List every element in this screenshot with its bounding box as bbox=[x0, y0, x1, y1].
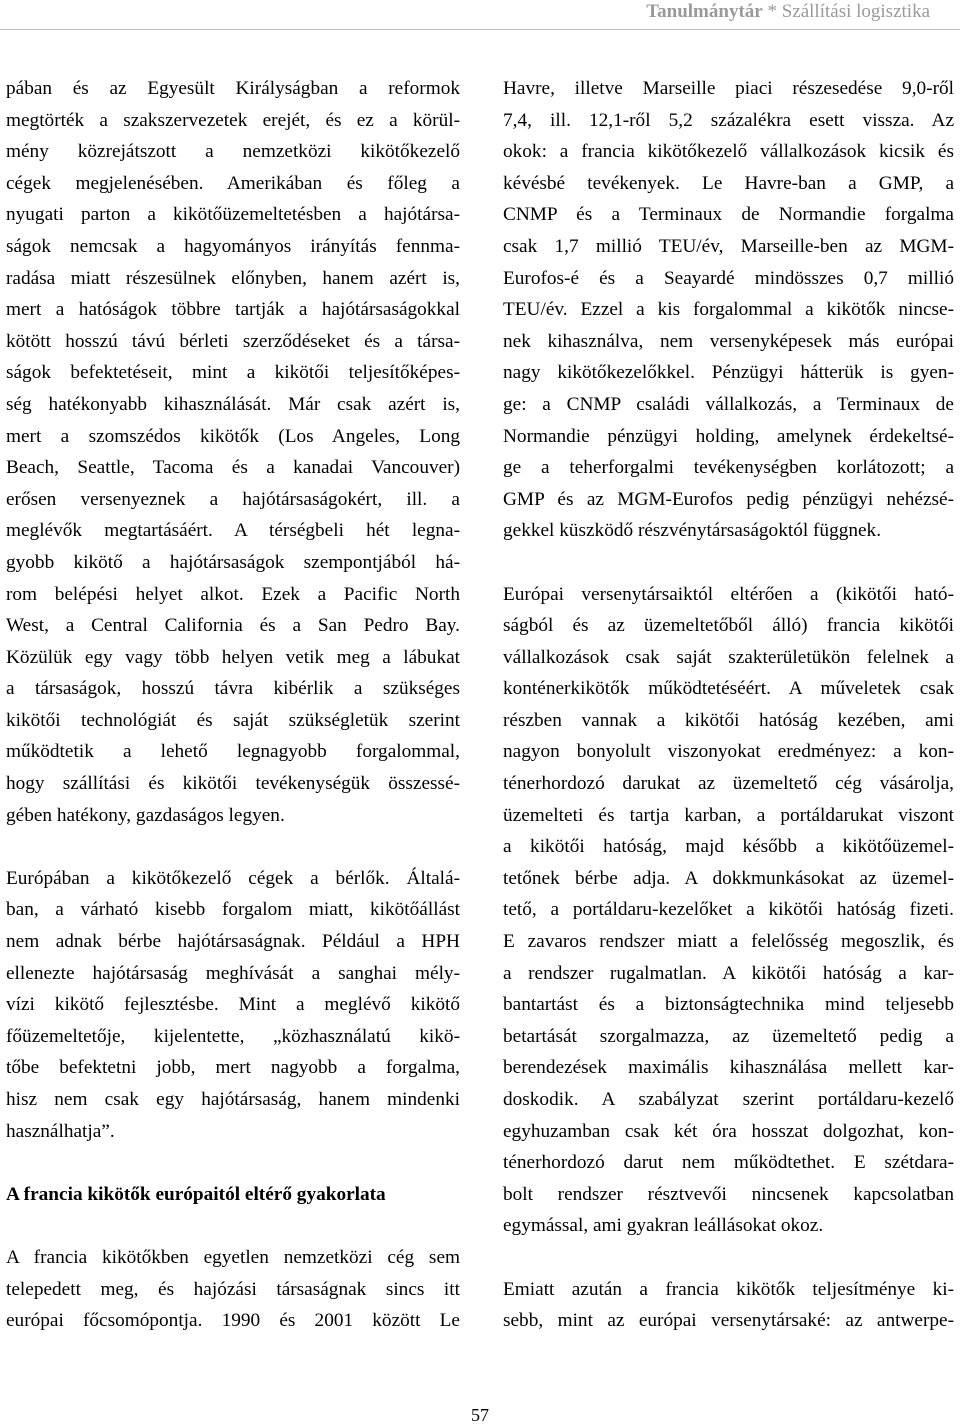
text-line: egyhuzamban csak két óra hosszat dolgozhat, kon- bbox=[503, 1120, 954, 1142]
text-line: Közülük egy vagy több helyen vetik meg a lábukat bbox=[6, 646, 460, 668]
text-line: GMP és az MGM-Eurofos pedig pénzügyi nehézsé- bbox=[503, 488, 954, 510]
text-line: sebb, mint az európai versenytársaké: az antwerpe- bbox=[503, 1310, 954, 1332]
text-line: üzemelteti és tartja karban, a portáldarukat viszont bbox=[503, 804, 954, 826]
text-line: a társaságok, hosszú távra kibérlik a szükséges bbox=[6, 678, 460, 700]
text-line: CNMP és a Terminaux de Normandie forgalma bbox=[503, 204, 954, 226]
text-line: TEU/év. Ezzel a kis forgalommal a kikötők nincse- bbox=[503, 299, 954, 321]
text-line: tetőnek bérbe adja. A dokkmunkásokat az üzemel- bbox=[503, 867, 954, 889]
text-line: Normandie pénzügyi holding, amelynek érdekeltsé- bbox=[503, 425, 954, 447]
page-number: 57 bbox=[471, 1405, 489, 1425]
text-line: pában és az Egyesült Királyságban a reformok bbox=[6, 78, 460, 99]
header-separator: * bbox=[762, 1, 782, 22]
paragraph-gap bbox=[503, 547, 954, 579]
text-line: ságok befektetéseit, mint a kikötői teljesítőképes- bbox=[6, 362, 460, 384]
text-line: mert a szomszédos kikötők (Los Angeles, Long bbox=[6, 425, 460, 447]
text-line: Európában a kikötőkezelő cégek a bérlők. Általá- bbox=[6, 867, 460, 889]
text-line: A francia kikötőkben egyetlen nemzetközi cég sem bbox=[6, 1246, 460, 1268]
header-subtitle: Szállítási logisztika bbox=[781, 1, 930, 22]
text-line: Havre, illetve Marseille piaci részesedése 9,0-ről bbox=[503, 78, 954, 99]
text-line: ténerhordozó darukat az üzemeltető cég vásárolja, bbox=[503, 773, 954, 795]
text-line: nagyon bonyolult viszonyokat eredményez: a kon- bbox=[503, 741, 954, 763]
text-line: Eurofos-é és a Seayardé mindösszes 0,7 millió bbox=[503, 267, 954, 289]
text-line: egymással, ami gyakran leállásokat okoz. bbox=[503, 1215, 824, 1237]
left-column bbox=[6, 73, 460, 1337]
text-line: működtetik a lehető legnagyobb forgalommal, bbox=[6, 741, 460, 763]
section-heading: A francia kikötők európaitól eltérő gyakorlata bbox=[6, 1183, 386, 1205]
text-line: csak 1,7 millió TEU/év, Marseille-ben az MGM- bbox=[503, 235, 954, 257]
text-line: Emiatt azután a francia kikötők teljesítménye ki- bbox=[503, 1278, 954, 1300]
text-line: a rendszer rugalmatlan. A kikötői hatóság a kar- bbox=[503, 962, 954, 984]
text-line: Beach, Seattle, Tacoma és a kanadai Vancouver) bbox=[6, 457, 460, 479]
paragraph-gap bbox=[6, 1147, 460, 1179]
text-line: mény közrejátszott a nemzetközi kikötőkezelő bbox=[6, 141, 460, 163]
text-line: részben vannak a kikötői hatóság kezében, ami bbox=[503, 709, 954, 731]
text-line: vízi kikötő fejlesztésbe. Mint a meglévő kikötő bbox=[6, 994, 460, 1016]
text-line: gében hatékony, gazdaságos legyen. bbox=[6, 804, 285, 826]
text-line: betartását szorgalmazza, az üzemeltető pedig a bbox=[503, 1025, 954, 1047]
running-header bbox=[0, 0, 960, 28]
text-line: gekkel küszködő részvénytársaságoktól függnek. bbox=[503, 520, 882, 542]
text-line: vállalkozások csak saját szakterületükön felelnek a bbox=[503, 646, 954, 668]
text-line: konténerkikötők működtetéséért. A műveletek csak bbox=[503, 678, 954, 700]
text-line: ellenezte hajótársaság meghívását a sanghai mély- bbox=[6, 962, 460, 984]
text-line: telepedett meg, és hajózási társaságnak sincs itt bbox=[6, 1278, 460, 1300]
text-line: bantartást és a biztonságtechnika mind teljesebb bbox=[503, 994, 954, 1016]
text-line: használhatja”. bbox=[6, 1120, 115, 1142]
paragraph-gap bbox=[503, 1242, 954, 1274]
text-line: ténerhordozó darut nem működtethet. E szétdara- bbox=[503, 1152, 954, 1174]
text-line: ban, a várható kisebb forgalom miatt, kikötőállást bbox=[6, 899, 460, 921]
text-line: okok: a francia kikötőkezelő vállalkozások kicsik és bbox=[503, 141, 954, 163]
text-line: radása miatt részesülnek előnyben, hanem azért is, bbox=[6, 267, 460, 289]
text-line: kévésbé tevékenyek. Le Havre-ban a GMP, a bbox=[503, 172, 954, 194]
text-line: doskodik. A szabályzat szerint portáldaru-kezelő bbox=[503, 1089, 954, 1110]
text-line: a kikötői hatóság, majd később a kikötőüzemel- bbox=[503, 836, 954, 858]
text-line: ség hatékonyabb kihasználását. Már csak azért is, bbox=[6, 393, 460, 415]
text-line: ságok nemcsak a hagyományos irányítás fennma- bbox=[6, 235, 460, 257]
text-line: megtörték a szakszervezetek erejét, és ez a körül- bbox=[6, 109, 460, 131]
text-line: ságból és az üzemeltetőből álló) francia kikötői bbox=[503, 615, 954, 637]
paragraph-gap bbox=[6, 831, 460, 863]
text-line: rom belépési helyet alkot. Ezek a Pacific North bbox=[6, 583, 460, 605]
text-line: tőbe befektetni jobb, mert nagyobb a forgalma, bbox=[6, 1057, 460, 1079]
right-column bbox=[503, 73, 954, 1337]
text-line: nem adnak bérbe hajótársaságnak. Például a HPH bbox=[6, 931, 460, 953]
text-line: hisz nem csak egy hajótársaság, hanem mindenki bbox=[6, 1089, 460, 1110]
paragraph-gap bbox=[6, 1210, 460, 1242]
header-rule bbox=[0, 29, 960, 30]
text-line: hogy szállítási és kikötői tevékenységük összessé- bbox=[6, 773, 460, 795]
text-line: berendezések maximális kihasználása mellett kar- bbox=[503, 1057, 954, 1079]
text-line: bolt rendszer résztvevői nincsenek kapcsolatban bbox=[503, 1183, 954, 1205]
text-line: West, a Central California és a San Pedro Bay. bbox=[6, 615, 460, 637]
text-line: tető, a portáldaru-kezelőket a kikötői hatóság fizeti. bbox=[503, 899, 954, 921]
text-line: erősen versenyeznek a hajótársaságokért, ill. a bbox=[6, 488, 460, 510]
text-line: európai főcsomópontja. 1990 és 2001 között Le bbox=[6, 1310, 460, 1332]
text-line: ge: a CNMP családi vállalkozás, a Terminaux de bbox=[503, 393, 954, 415]
text-line: cégek megjelenésében. Amerikában és főleg a bbox=[6, 172, 460, 194]
text-line: E zavaros rendszer miatt a felelősség megoszlik, és bbox=[503, 931, 954, 953]
text-line: nyugati parton a kikötőüzemeltetésben a hajótársa- bbox=[6, 204, 460, 226]
text-line: nek kihasználva, nem versenyképesek más európai bbox=[503, 330, 954, 352]
header-title: Tanulmánytár bbox=[646, 1, 763, 22]
text-line: 7,4, ill. 12,1-ről 5,2 százalékra esett vissza. Az bbox=[503, 109, 954, 131]
text-line: meglévők megtartásáért. A térségbeli hét legna- bbox=[6, 520, 460, 542]
text-line: gyobb kikötő a hajótársaságok szempontjából há- bbox=[6, 551, 460, 573]
text-line: kötött hosszú távú bérleti szerződéseket és a társa- bbox=[6, 330, 460, 352]
text-line: ge a teherforgalmi tevékenységben korlátozott; a bbox=[503, 457, 954, 479]
text-line: nagy kikötőkezelőkkel. Pénzügyi hátterük is gyen- bbox=[503, 362, 954, 384]
text-line: főüzemeltetője, kijelentette, „közhasználatú kikö- bbox=[6, 1025, 460, 1047]
text-line: Európai versenytársaiktól eltérően a (kikötői ható- bbox=[503, 583, 954, 605]
text-line: kikötői technológiát és saját szükségletük szerint bbox=[6, 709, 460, 731]
text-line: mert a hatóságok többre tartják a hajótársaságokkal bbox=[6, 299, 460, 321]
